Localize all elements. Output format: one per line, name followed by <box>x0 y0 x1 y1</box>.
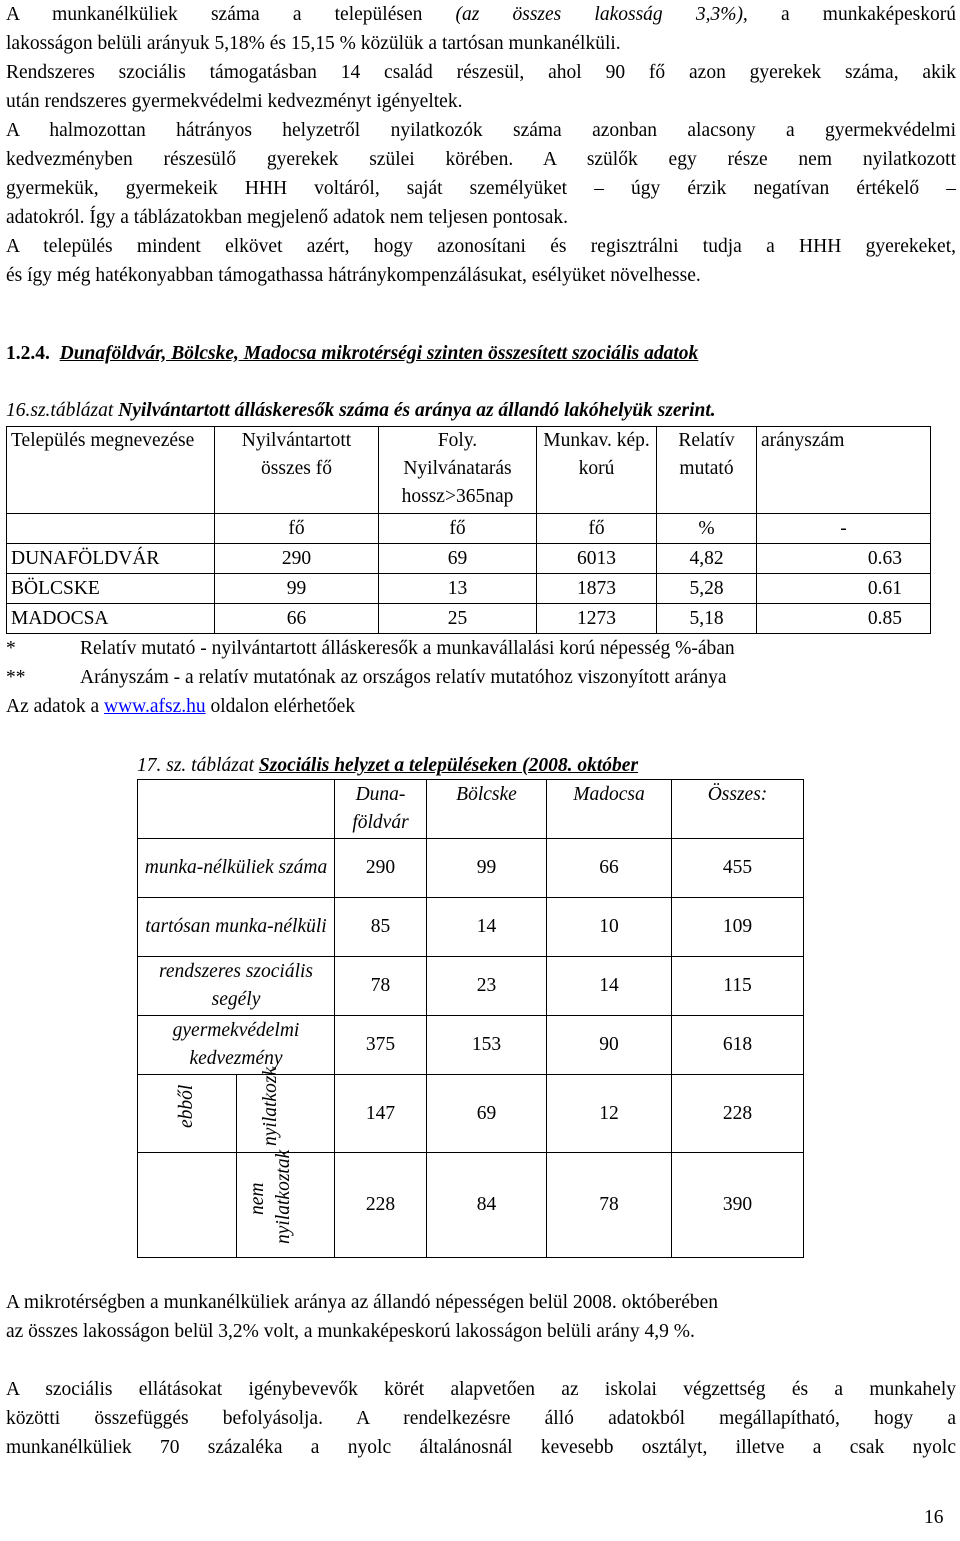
note-line: * Relatív mutató - nyilvántartott álláskeresők a munkavállalási korú népesség %-ában <box>6 638 735 659</box>
table-row <box>7 544 931 574</box>
cell: 78 <box>335 957 427 1016</box>
cell: 6013 <box>537 544 657 574</box>
note-line: ** Arányszám - a relatív mutatónak az országos relatív mutatóhoz viszonyított aránya <box>6 667 727 688</box>
col-header: arányszám <box>757 427 931 514</box>
cell: 5,28 <box>657 574 757 604</box>
cell: 12 <box>547 1075 672 1153</box>
afsz-link[interactable]: www.afsz.hu <box>104 696 206 717</box>
cell: 13 <box>379 574 537 604</box>
intro-line: A munkanélküliek száma a településen (az összes lakosság 3,3%), a munkaképeskorú <box>6 4 956 25</box>
intro-line: adatokról. Így a táblázatokban megjelenő adatok nem teljesen pontosak. <box>6 207 569 228</box>
table16 <box>6 426 931 634</box>
outro-line: A mikrotérségben a munkanélküliek aránya az állandó népességen belül 2008. októberében <box>6 1292 719 1313</box>
table-row <box>138 1075 804 1153</box>
cell: BÖLCSKE <box>7 574 215 604</box>
cell: 0.61 <box>757 574 931 604</box>
cell: 85 <box>335 898 427 957</box>
unit-cell: - <box>757 514 931 544</box>
cell: 4,82 <box>657 544 757 574</box>
outro-line: az összes lakosságon belül 3,2% volt, a munkaképeskorú lakosságon belüli arány 4,9 %. <box>6 1321 695 1342</box>
table16-notes <box>6 634 956 721</box>
section-number: 1.2.4. <box>6 343 50 364</box>
col-header: Összes: <box>672 780 804 839</box>
cell: 1273 <box>537 604 657 634</box>
table-row <box>138 1153 804 1258</box>
cell: 228 <box>672 1075 804 1153</box>
outro-paragraph-1 <box>6 1288 956 1346</box>
intro-line: Rendszeres szociális támogatásban 14 család részesül, ahol 90 fő azon gyerekek száma, akik <box>6 62 956 83</box>
cell: 290 <box>335 839 427 898</box>
intro-line: kedvezményben részesülő gyerekek szülei körében. A szülők egy része nem nyilatkozott <box>6 149 956 170</box>
table-row <box>7 574 931 604</box>
page-number: 16 <box>924 1507 944 1528</box>
table-row <box>138 839 804 898</box>
table-row <box>138 898 804 957</box>
col-header: Bölcske <box>427 780 547 839</box>
cell: 228 <box>335 1153 427 1258</box>
cell: 99 <box>427 839 547 898</box>
cell: 375 <box>335 1016 427 1075</box>
unit-cell: fő <box>379 514 537 544</box>
intro-line: és így még hatékonyabban támogathassa hátránykompenzálásukat, esélyüket növelhesse. <box>6 265 701 286</box>
row-label: munka-nélküliek száma <box>138 839 335 898</box>
cell: 0.85 <box>757 604 931 634</box>
outro-line: munkanélküliek 70 százaléka a nyolc általánosnál kevesebb osztályt, illetve a csak nyolc <box>6 1437 956 1458</box>
cell: 14 <box>547 957 672 1016</box>
col-header: Relatív mutató <box>657 427 757 514</box>
col-header: Duna-földvár <box>335 780 427 839</box>
section-title: Dunaföldvár, Bölcske, Madocsa mikrotérségi szinten összesített szociális adatok <box>59 343 699 364</box>
outro-line: közötti összefüggés befolyásolja. A rendelkezésre álló adatokból megállapítható, hogy a <box>6 1408 956 1429</box>
intro-line: után rendszeres gyermekvédelmi kedvezményt igényeltek. <box>6 91 463 112</box>
cell: 290 <box>215 544 379 574</box>
intro-line: lakosságon belüli arányuk 5,18% és 15,15 % közülük a tartósan munkanélküli. <box>6 33 621 54</box>
outro-line: A szociális ellátásokat igénybevevők körét alapvetően az iskolai végzettség és a munkahely <box>6 1379 956 1400</box>
table-row <box>138 957 804 1016</box>
cell: 78 <box>547 1153 672 1258</box>
col-header: Madocsa <box>547 780 672 839</box>
col-header: Munkav. kép. korú <box>537 427 657 514</box>
outro-paragraph-2 <box>6 1375 956 1462</box>
cell: 109 <box>672 898 804 957</box>
cell: 25 <box>379 604 537 634</box>
cell: 10 <box>547 898 672 957</box>
col-header: Foly. Nyilvánatarás hossz>365nap <box>379 427 537 514</box>
row-label: nyilatkozk <box>237 1075 335 1153</box>
intro-line: gyermekük, gyermekeik HHH voltáról, saját személyüket – úgy érzik negatívan értékelő – <box>6 178 956 199</box>
col-header: Nyilvántartott összes fő <box>215 427 379 514</box>
intro-paragraph <box>6 0 956 290</box>
cell: 455 <box>672 839 804 898</box>
unit-cell: fő <box>537 514 657 544</box>
row-label: tartósan munka-nélküli <box>138 898 335 957</box>
col-header: Település megnevezése <box>7 427 215 514</box>
unit-cell <box>7 514 215 544</box>
cell: MADOCSA <box>7 604 215 634</box>
cell: 147 <box>335 1075 427 1153</box>
cell: 153 <box>427 1016 547 1075</box>
cell: 0.63 <box>757 544 931 574</box>
cell: 14 <box>427 898 547 957</box>
row-label: gyermekvédelmi kedvezmény <box>138 1016 335 1075</box>
section-heading <box>6 339 956 368</box>
cell: 69 <box>427 1075 547 1153</box>
cell: 1873 <box>537 574 657 604</box>
unit-cell: fő <box>215 514 379 544</box>
intro-line: A halmozottan hátrányos helyzetről nyilatkozók száma azonban alacsony a gyermekvédelmi <box>6 120 956 141</box>
row-label: nem nyilatkoztak <box>237 1153 335 1258</box>
cell: 5,18 <box>657 604 757 634</box>
cell: 23 <box>427 957 547 1016</box>
cell: 618 <box>672 1016 804 1075</box>
row-label: rendszeres szociális segély <box>138 957 335 1016</box>
table-row <box>138 1016 804 1075</box>
table-row <box>7 604 931 634</box>
table17 <box>137 779 804 1258</box>
cell: 99 <box>215 574 379 604</box>
cell: 390 <box>672 1153 804 1258</box>
intro-line: A település mindent elkövet azért, hogy azonosítani és regisztrálni tudja a HHH gyerekeket, <box>6 236 956 257</box>
cell: 90 <box>547 1016 672 1075</box>
cell: 66 <box>547 839 672 898</box>
cell: 69 <box>379 544 537 574</box>
table16-caption: 16.sz.táblázat Nyilvántartott álláskeresők száma és aránya az állandó lakóhelyük szerint. <box>6 400 716 421</box>
cell: 115 <box>672 957 804 1016</box>
source-line: Az adatok a www.afsz.hu oldalon elérhetőek <box>6 696 356 717</box>
table17-caption: 17. sz. táblázat Szociális helyzet a településeken (2008. október <box>137 755 639 776</box>
sub-group-label: ebből <box>176 1084 197 1128</box>
cell: DUNAFÖLDVÁR <box>7 544 215 574</box>
sub-group-cell <box>138 1075 237 1153</box>
unit-cell: % <box>657 514 757 544</box>
cell: 84 <box>427 1153 547 1258</box>
cell: 66 <box>215 604 379 634</box>
